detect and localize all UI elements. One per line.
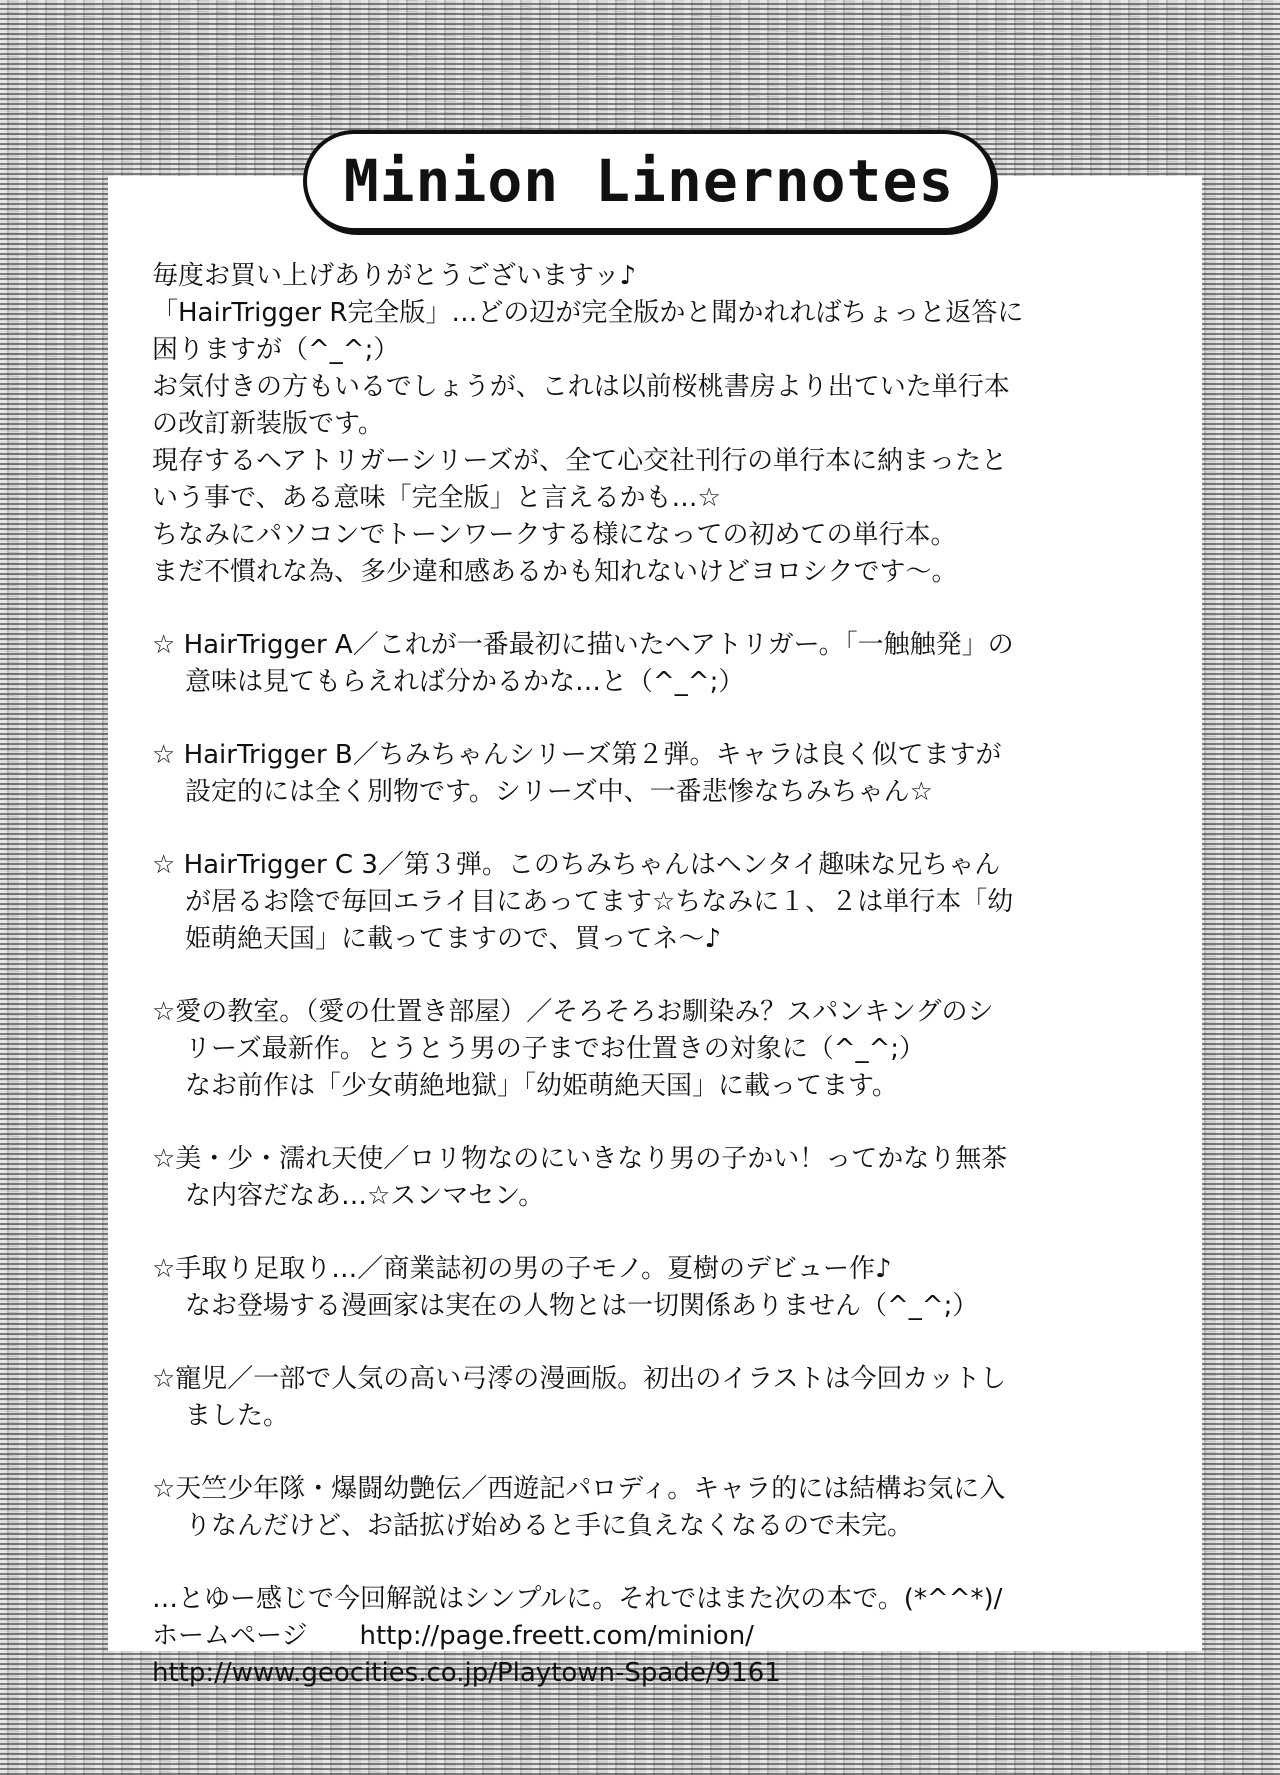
page-title: Minion Linernotes <box>343 147 955 215</box>
intro-line: の改訂新装版です。 <box>152 409 384 439</box>
intro-paragraph <box>152 258 1172 591</box>
entry-hairtrigger-a <box>152 627 1172 701</box>
intro-line: 毎度お買い上げありがとうございますッ♪ <box>152 261 637 291</box>
entry-line: リーズ最新作。とうとう男の子までお仕置きの対象に（^_^;） <box>185 1034 926 1064</box>
homepage-line: ホームページ http://page.freett.com/minion/ <box>152 1621 754 1651</box>
entry-line: りなんだけど、お話拡げ始めると手に負えなくなるので未完。 <box>185 1511 914 1541</box>
entry-line: なお前作は「少女萌絶地獄」「幼姫萌絶天国」に載ってます。 <box>185 1071 898 1101</box>
intro-line: お気付きの方もいるでしょうが、これは以前桜桃書房より出ていた単行本 <box>152 372 1010 402</box>
entry-line: が居るお陰で毎回エライ目にあってます☆ちなみに１、２は単行本「幼 <box>185 887 1014 917</box>
intro-line: まだ不慣れな為、多少違和感あるかも知れないけどヨロシクです～。 <box>152 557 958 587</box>
entry-line: ました。 <box>185 1401 290 1431</box>
entry-hairtrigger-c3 <box>152 847 1172 958</box>
notes-content <box>152 258 1172 1692</box>
intro-line: 困りますが（^_^;） <box>152 335 400 365</box>
intro-line: いう事で、ある意味「完全版」と言えるかも…☆ <box>152 483 721 513</box>
entry-chouji <box>152 1361 1172 1435</box>
entry-line: ☆ HairTrigger C 3／第３弾。このちみちゃんはヘンタイ趣味な兄ちゃん <box>152 850 1001 880</box>
intro-line: 「HairTrigger R完全版」…どの辺が完全版かと聞かれればちょっと返答に <box>152 298 1024 328</box>
entry-line: な内容だなあ…☆スンマセン。 <box>185 1181 545 1211</box>
closing-paragraph <box>152 1581 1172 1692</box>
intro-line: 現存するヘアトリガーシリーズが、全て心交社刊行の単行本に納まったと <box>152 446 1008 476</box>
entry-line: 設定的には全く別物です。シリーズ中、一番悲惨なちみちゃん☆ <box>185 777 933 807</box>
entry-tetori-ashitori <box>152 1251 1172 1325</box>
entry-line: ☆天竺少年隊・爆闘幼艶伝／西遊記パロディ。キャラ的には結構お気に入 <box>152 1474 1006 1504</box>
entry-ai-no-kyoushitsu <box>152 994 1172 1105</box>
homepage-url: http://www.geocities.co.jp/Playtown-Spade/9161 <box>152 1658 781 1688</box>
entry-tenjiku-shounentai <box>152 1471 1172 1545</box>
entry-bi-shou-nure-tenshi <box>152 1141 1172 1215</box>
entry-line: ☆ HairTrigger A／これが一番最初に描いたヘアトリガー。「一触触発」の <box>152 630 1014 660</box>
entry-line: ☆愛の教室。（愛の仕置き部屋）／そろそろお馴染み？スパンキングのシ <box>152 997 994 1027</box>
entry-line: 姫萌絶天国」に載ってますので、買ってネ～♪ <box>185 924 722 954</box>
entry-line: ☆手取り足取り…／商業誌初の男の子モノ。夏樹のデビュー作♪ <box>152 1254 892 1284</box>
entry-line: なお登場する漫画家は実在の人物とは一切関係ありません（^_^;） <box>185 1291 979 1321</box>
title-banner <box>303 130 995 232</box>
entry-line: ☆美・少・濡れ天使／ロリ物なのにいきなり男の子かい！ってかなり無茶 <box>152 1144 1008 1174</box>
entry-line: 意味は見てもらえれば分かるかな…と（^_^;） <box>185 667 745 697</box>
entry-line: ☆寵児／一部で人気の高い弓澪の漫画版。初出のイラストは今回カットし <box>152 1364 1007 1394</box>
intro-line: ちなみにパソコンでトーンワークする様になっての初めての単行本。 <box>152 520 957 550</box>
closing-line: …とゆー感じで今回解説はシンプルに。それではまた次の本で。(*^^*)/ <box>152 1584 1003 1614</box>
entry-line: ☆ HairTrigger B／ちみちゃんシリーズ第２弾。キャラは良く似てますが <box>152 740 1002 770</box>
entry-hairtrigger-b <box>152 737 1172 811</box>
